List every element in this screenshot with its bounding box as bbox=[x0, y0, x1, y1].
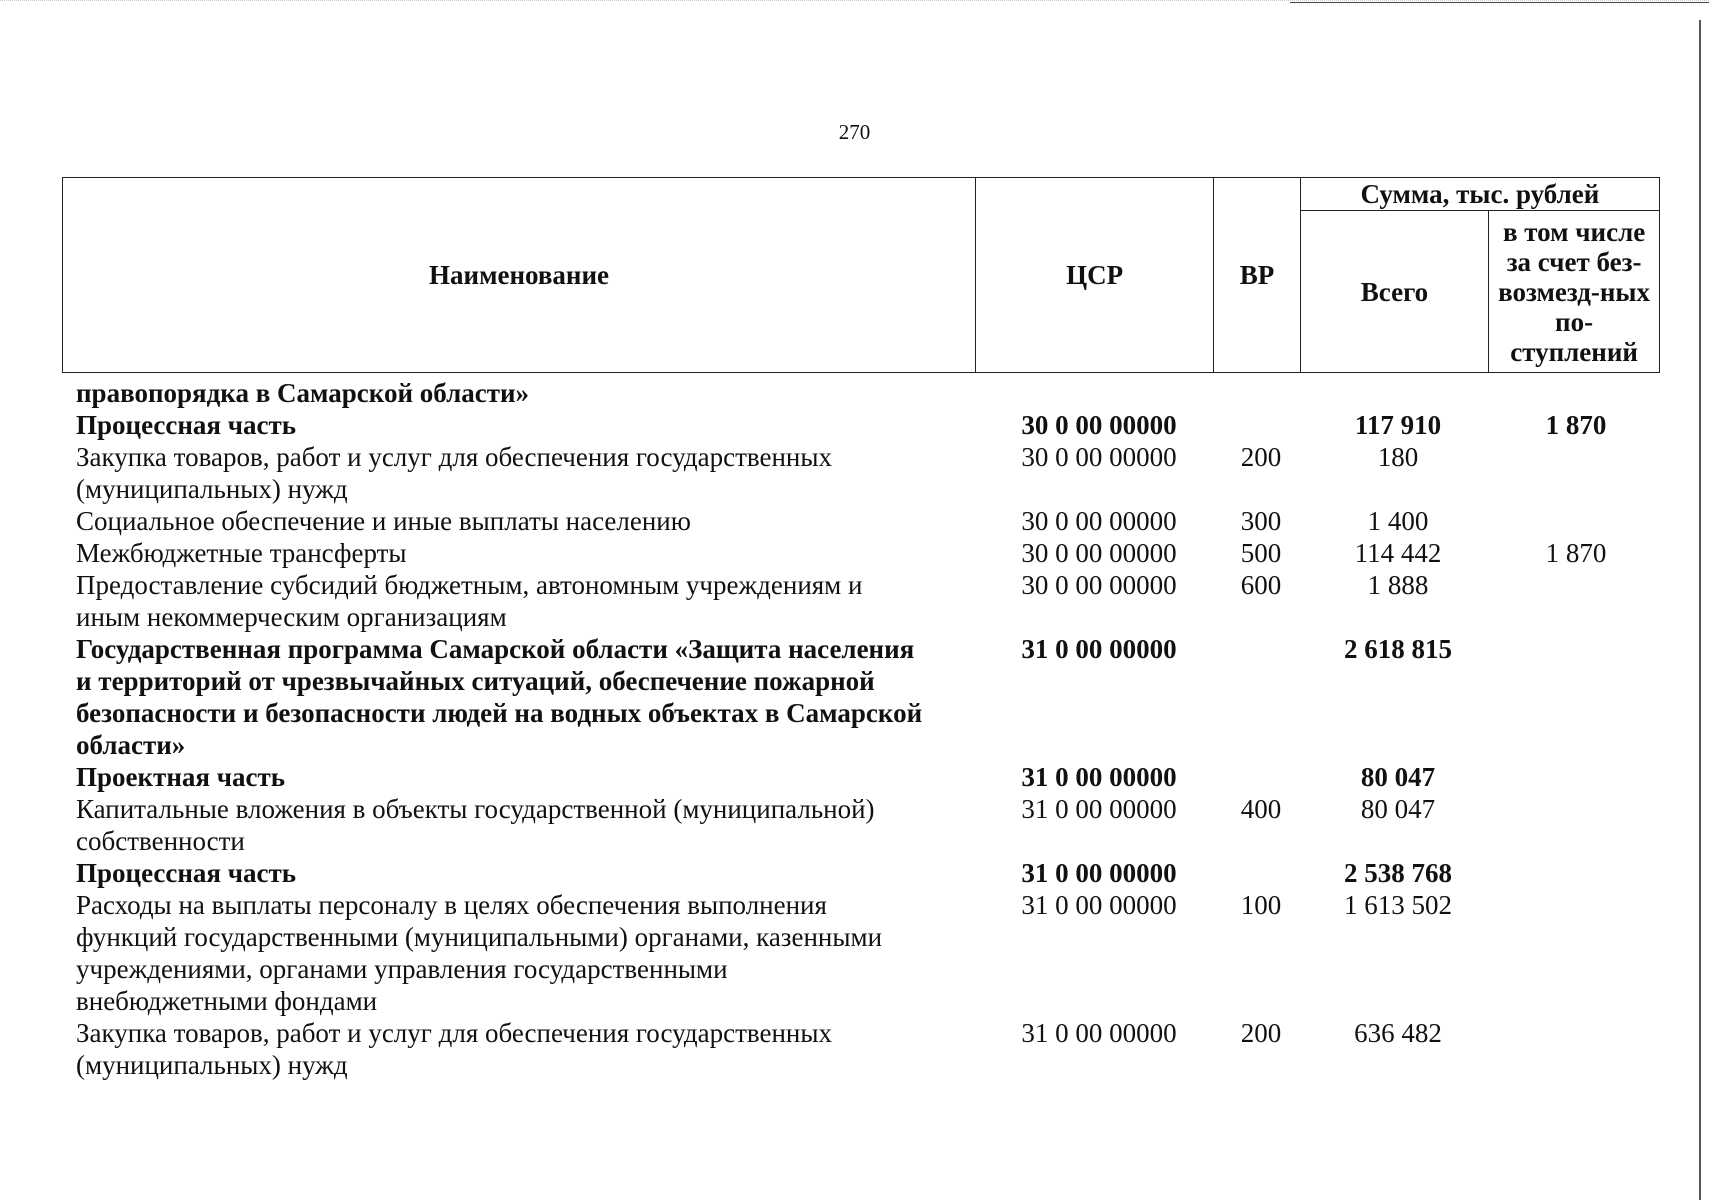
header-sum-group: Сумма, тыс. рублей bbox=[1300, 178, 1659, 211]
row-csr: 31 0 00 00000 bbox=[1021, 762, 1177, 792]
scan-top-line bbox=[1290, 2, 1709, 3]
header-gratuitous bbox=[1489, 211, 1660, 373]
row-csr: 30 0 00 00000 bbox=[1021, 570, 1177, 600]
row-vr: 100 bbox=[1240, 890, 1282, 920]
row-csr: 31 0 00 00000 bbox=[1021, 1018, 1177, 1048]
table-row bbox=[0, 537, 1709, 569]
row-vr: 500 bbox=[1240, 538, 1282, 568]
page-number: 270 bbox=[838, 120, 871, 144]
row-total: 1 400 bbox=[1367, 506, 1429, 536]
table-row bbox=[0, 505, 1709, 537]
row-name: Государственная программа Самарской области «Защита населения и территорий от чрезвычайных ситуаций, обеспечение пожарной безопасности и безопасности людей на водных объектах в Самарской области» bbox=[76, 634, 923, 760]
table-header bbox=[62, 177, 1660, 373]
row-name: правопорядка в Самарской области» bbox=[76, 378, 530, 408]
header-csr: ЦСР bbox=[976, 178, 1214, 373]
header-gratuitous-text: в том числе за счет без-возмезд-ных по-ступлений bbox=[1498, 216, 1651, 367]
table-row bbox=[0, 409, 1709, 441]
row-name: Процессная часть bbox=[76, 410, 297, 440]
table-row bbox=[0, 889, 1709, 1017]
row-csr: 31 0 00 00000 bbox=[1021, 858, 1177, 888]
row-gratuitous: 1 870 bbox=[1545, 538, 1607, 568]
row-csr: 31 0 00 00000 bbox=[1021, 890, 1177, 920]
row-vr: 300 bbox=[1240, 506, 1282, 536]
table-row bbox=[0, 761, 1709, 793]
row-total: 80 047 bbox=[1360, 794, 1436, 824]
row-vr: 200 bbox=[1240, 442, 1282, 472]
row-csr: 30 0 00 00000 bbox=[1021, 442, 1177, 472]
row-total: 1 613 502 bbox=[1344, 890, 1452, 920]
row-total: 117 910 bbox=[1354, 410, 1442, 440]
row-total: 2 618 815 bbox=[1344, 634, 1452, 664]
row-total: 2 538 768 bbox=[1344, 858, 1452, 888]
row-name: Межбюджетные трансферты bbox=[76, 538, 407, 568]
table-row bbox=[0, 793, 1709, 857]
row-vr: 400 bbox=[1240, 794, 1282, 824]
table-row bbox=[0, 633, 1709, 761]
table-row bbox=[0, 857, 1709, 889]
row-name: Предоставление субсидий бюджетным, автономным учреждениям и иным некоммерческим организациям bbox=[76, 570, 863, 632]
header-total: Всего bbox=[1300, 211, 1488, 373]
header-name: Наименование bbox=[63, 178, 976, 373]
row-total: 180 bbox=[1377, 442, 1419, 472]
row-name: Закупка товаров, работ и услуг для обеспечения государственных (муниципальных) нужд bbox=[76, 442, 833, 504]
row-name: Закупка товаров, работ и услуг для обеспечения государственных (муниципальных) нужд bbox=[76, 1018, 833, 1080]
row-csr: 31 0 00 00000 bbox=[1021, 794, 1177, 824]
row-name: Процессная часть bbox=[76, 858, 297, 888]
row-csr: 30 0 00 00000 bbox=[1021, 538, 1177, 568]
row-total: 114 442 bbox=[1354, 538, 1442, 568]
table-row bbox=[0, 377, 1709, 409]
row-name: Расходы на выплаты персоналу в целях обеспечения выполнения функций государственными (муниципальными) органами, казенными учреждениями, органами управления государственными внебюджетными фондами bbox=[76, 890, 883, 1016]
row-total: 80 047 bbox=[1360, 762, 1436, 792]
row-csr: 30 0 00 00000 bbox=[1021, 506, 1177, 536]
row-gratuitous: 1 870 bbox=[1545, 410, 1607, 440]
table-row bbox=[0, 569, 1709, 633]
row-csr: 31 0 00 00000 bbox=[1021, 634, 1177, 664]
row-name: Проектная часть bbox=[76, 762, 285, 792]
row-csr: 30 0 00 00000 bbox=[1021, 410, 1177, 440]
header-vr: ВР bbox=[1214, 178, 1301, 373]
row-vr: 200 bbox=[1240, 1018, 1282, 1048]
row-total: 1 888 bbox=[1367, 570, 1429, 600]
row-total: 636 482 bbox=[1354, 1018, 1442, 1048]
table-row bbox=[0, 441, 1709, 505]
table-row bbox=[0, 1017, 1709, 1081]
row-vr: 600 bbox=[1240, 570, 1282, 600]
row-name: Социальное обеспечение и иные выплаты населению bbox=[76, 506, 691, 536]
table-body bbox=[0, 377, 1709, 1081]
row-name: Капитальные вложения в объекты государственной (муниципальной) собственности bbox=[76, 794, 875, 856]
